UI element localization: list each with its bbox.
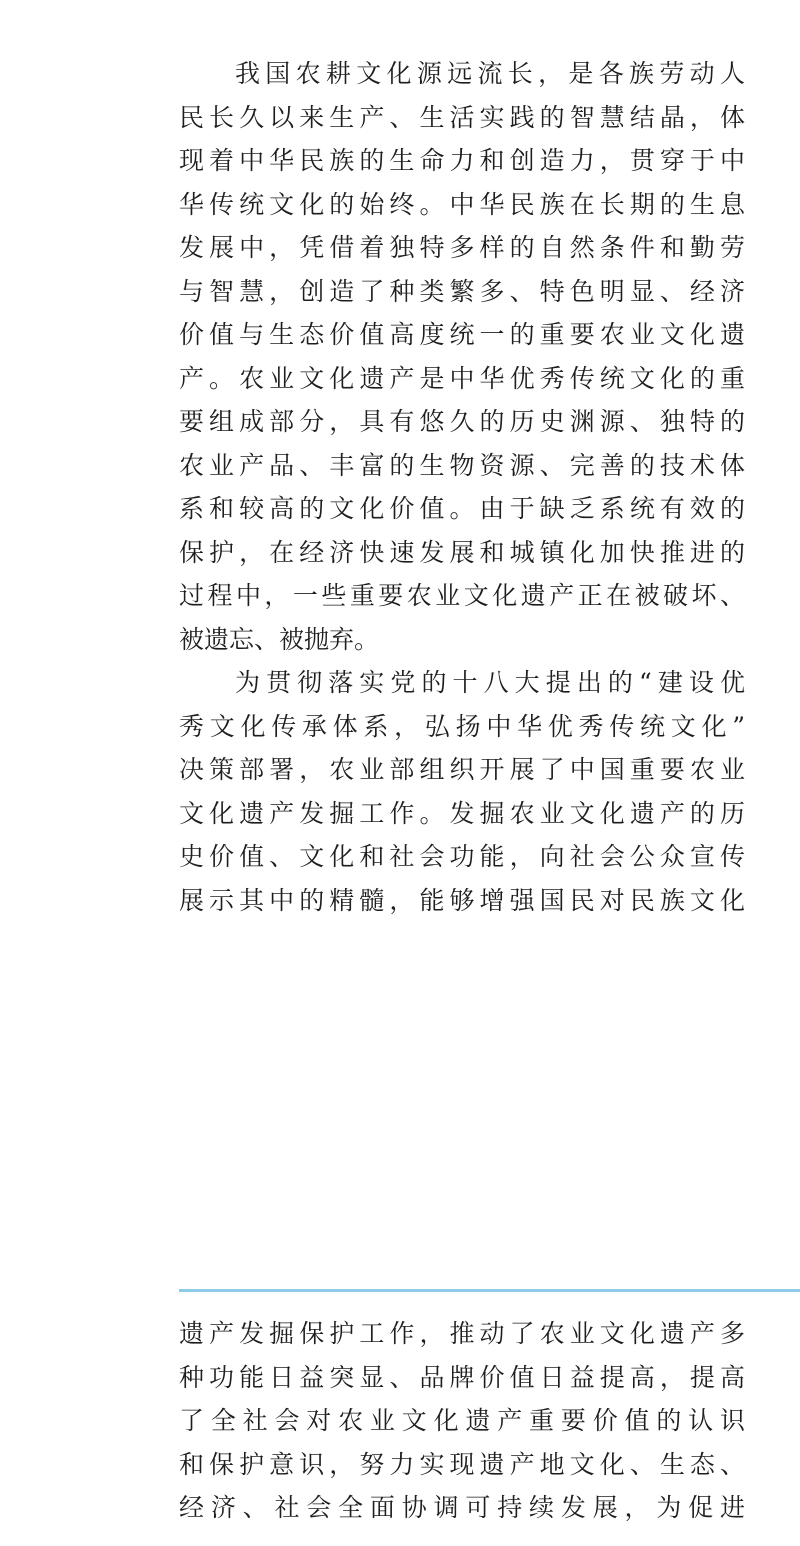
paragraph-1	[179, 52, 745, 661]
text-line: 被遗忘、被抛弃。	[179, 624, 380, 654]
text-line: 系和较高的文化价值。由于缺乏系统有效的	[179, 494, 745, 523]
text-line: 产。农业文化遗产是中华优秀传统文化的重	[179, 363, 745, 393]
text-line: 展示其中的精髓，能够增强国民对民族文化	[179, 885, 745, 915]
text-line: 决策部署，农业部组织开展了中国重要农业	[179, 755, 745, 784]
text-line: 秀文化传承体系，弘扬中华优秀传统文化”	[179, 711, 745, 741]
text-line: 史价值、文化和社会功能，向社会公众宣传	[179, 842, 745, 871]
lower-page	[0, 1310, 800, 1546]
paragraph-2	[179, 661, 745, 922]
text-line: 为贯彻落实党的十八大提出的“建设优	[235, 668, 745, 697]
text-line: 民长久以来生产、生活实践的智慧结晶，体	[179, 102, 745, 132]
text-line: 现着中华民族的生命力和创造力，贯穿于中	[179, 146, 745, 175]
text-line: 华传统文化的始终。中华民族在长期的生息	[179, 189, 745, 219]
text-line: 发展中，凭借着独特多样的自然条件和勤劳	[179, 233, 745, 262]
text-line: 了全社会对农业文化遗产重要价值的认识	[179, 1406, 745, 1435]
text-line: 文化遗产发掘工作。发掘农业文化遗产的历	[179, 798, 745, 828]
text-line: 种功能日益突显、品牌价值日益提高，提高	[179, 1362, 745, 1392]
text-line: 与智慧，创造了种类繁多、特色明显、经济	[179, 276, 745, 306]
text-line: 遗产发掘保护工作，推动了农业文化遗产多	[179, 1319, 745, 1348]
paragraph-3	[179, 1312, 745, 1530]
text-line: 保护，在经济快速发展和城镇化加快推进的	[179, 537, 745, 567]
cropped-header-line	[200, 0, 720, 4]
text-line: 经济、社会全面协调可持续发展，为促进	[179, 1493, 745, 1522]
page-divider-rule	[179, 1289, 800, 1292]
text-line: 要组成部分，具有悠久的历史渊源、独特的	[179, 407, 745, 436]
text-line: 价值与生态价值高度统一的重要农业文化遗	[179, 320, 745, 349]
text-line: 过程中，一些重要农业文化遗产正在被破坏、	[179, 581, 745, 610]
text-line: 和保护意识，努力实现遗产地文化、生态、	[179, 1449, 745, 1479]
text-line: 农业产品、丰富的生物资源、完善的技术体	[179, 450, 745, 480]
text-line: 我国农耕文化源远流长，是各族劳动人	[235, 59, 745, 88]
